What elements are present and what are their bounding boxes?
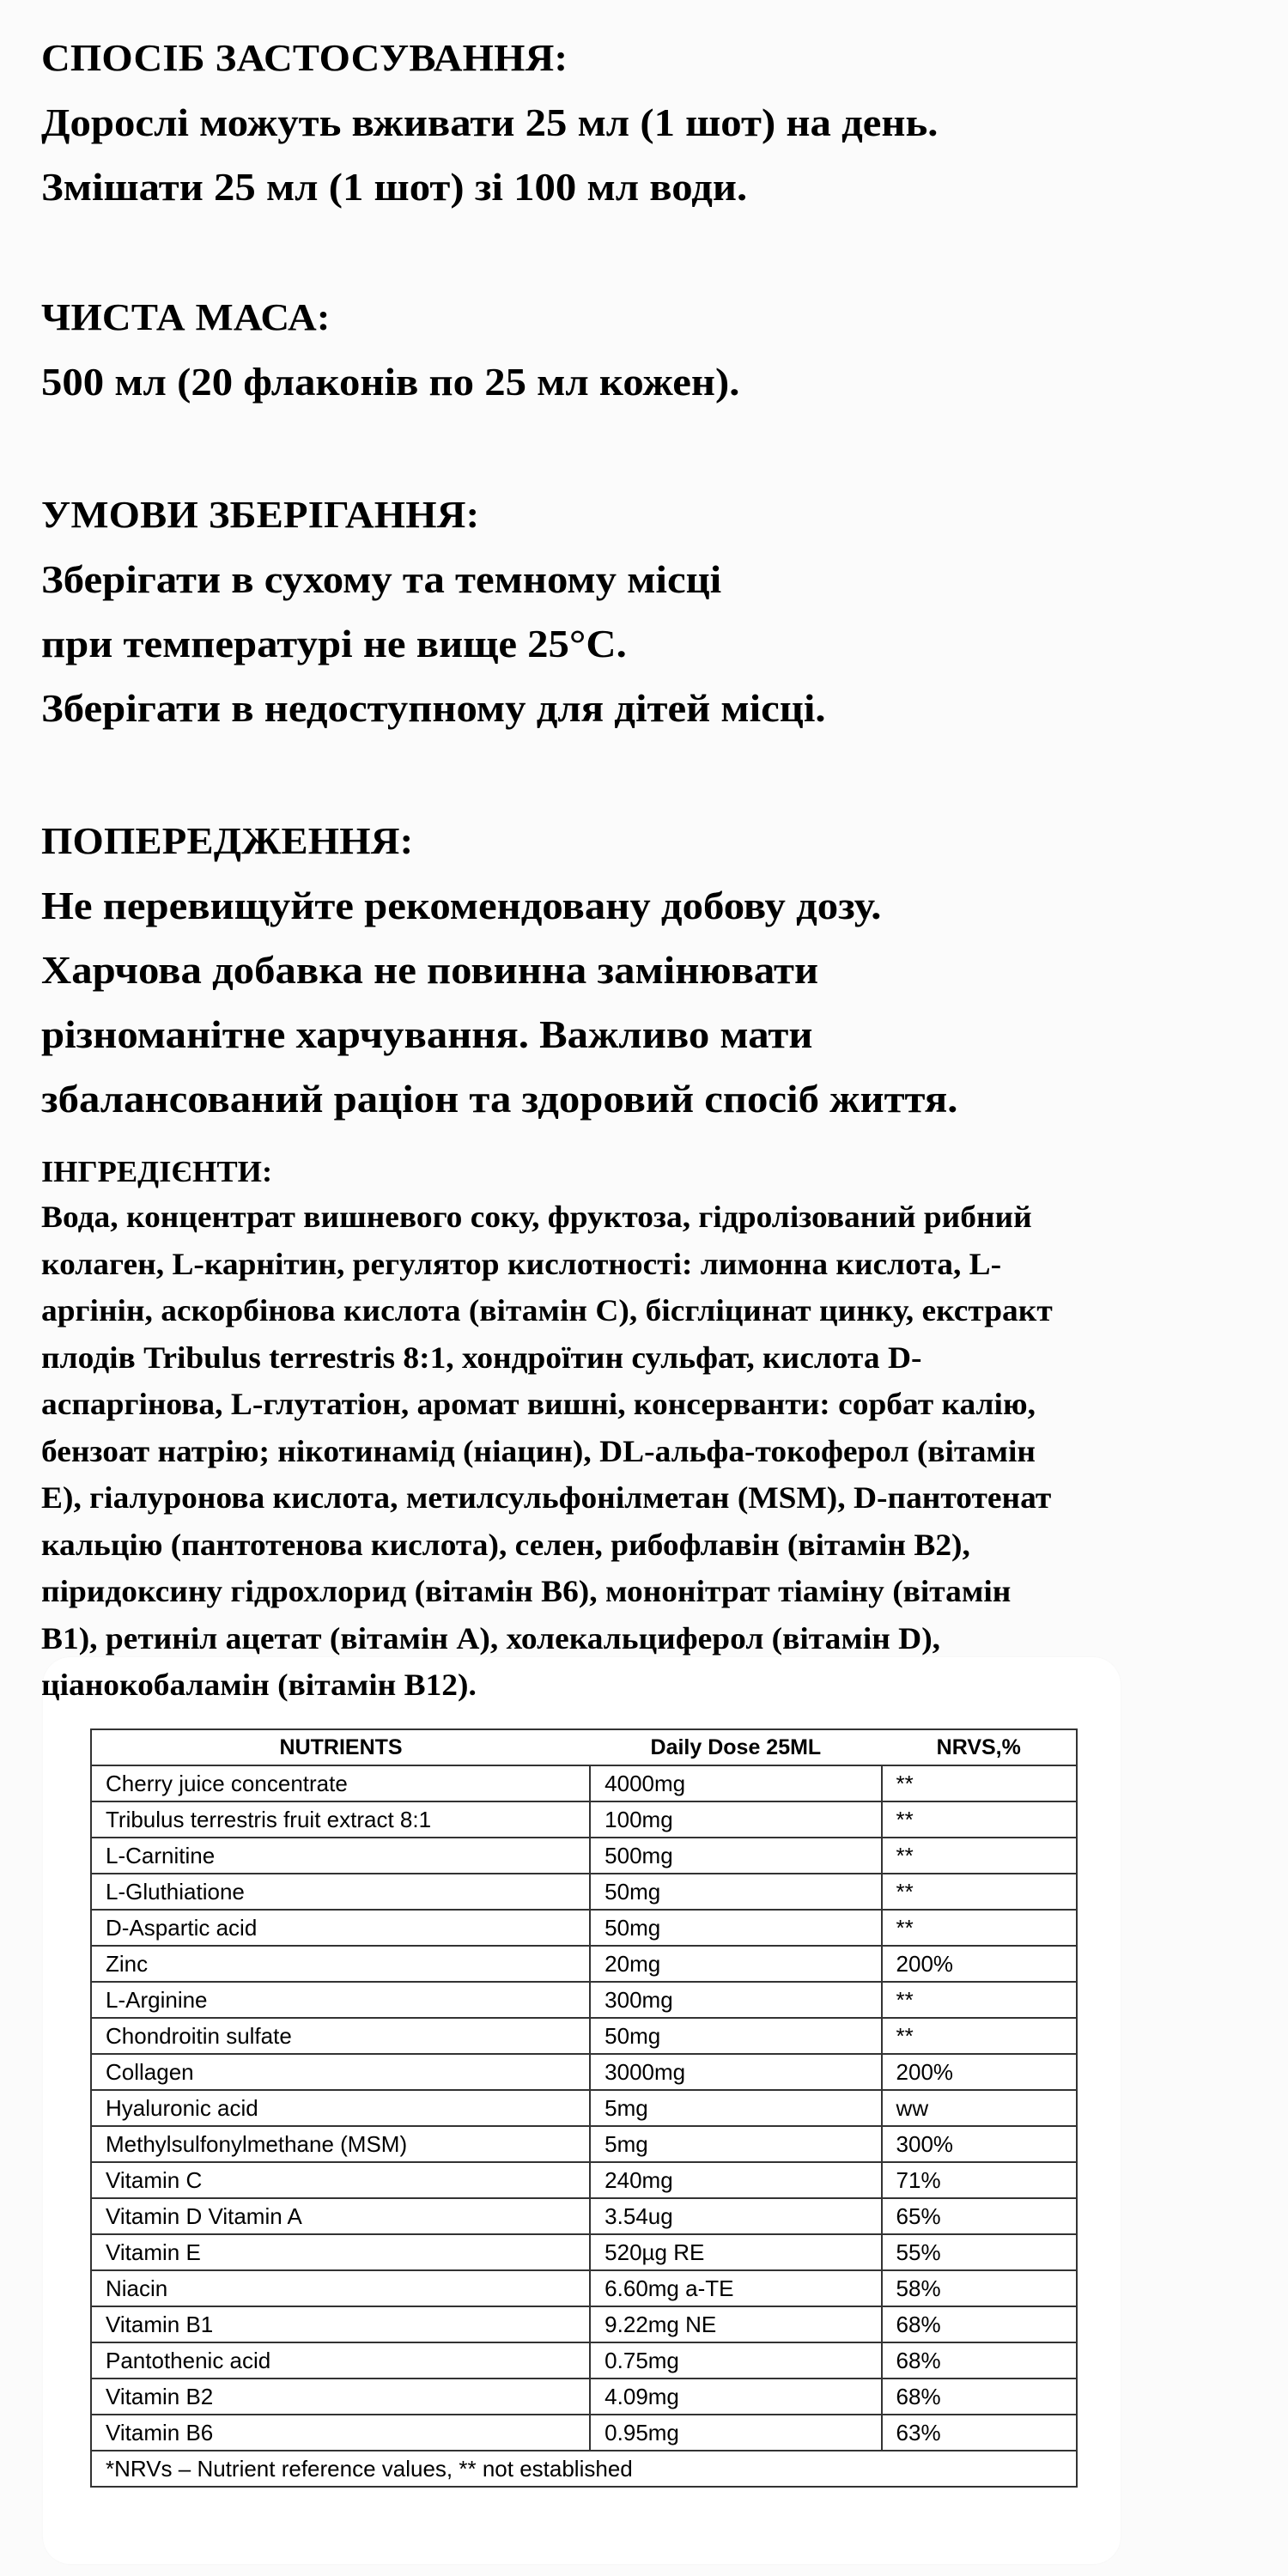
ingredients-line: E), гіалуронова кислота, метилсульфонілметан (MSM), D-пантотенат xyxy=(41,1480,1052,1515)
nrv-value: 55% xyxy=(882,2234,1077,2270)
nutrient-name: Vitamin C xyxy=(91,2162,590,2198)
nrv-value: ** xyxy=(882,2018,1077,2054)
table-row xyxy=(91,2415,1077,2451)
nrv-value: 71% xyxy=(882,2162,1077,2198)
nrv-value: 68% xyxy=(882,2342,1077,2379)
table-row xyxy=(91,2054,1077,2090)
nrv-value: ** xyxy=(882,1765,1077,1801)
nutrient-name: Tribulus terrestris fruit extract 8:1 xyxy=(91,1801,590,1838)
nutrient-name: Vitamin B2 xyxy=(91,2379,590,2415)
net-mass-line: 500 мл (20 флаконів по 25 мл кожен). xyxy=(41,360,740,404)
warning-line: різноманітне харчування. Важливо мати xyxy=(41,1012,813,1056)
table-row xyxy=(91,1801,1077,1838)
storage-line: Зберігати в недоступному для дітей місці. xyxy=(41,686,826,730)
ingredients-line: аргінін, аскорбінова кислота (вітамін C), бісгліцинат цинку, екстракт xyxy=(41,1293,1053,1327)
nrv-value: 63% xyxy=(882,2415,1077,2451)
nrv-value: 300% xyxy=(882,2126,1077,2162)
daily-dose: 4.09mg xyxy=(590,2379,881,2415)
nrv-value: ** xyxy=(882,1982,1077,2018)
nutrient-name: L-Gluthiatione xyxy=(91,1874,590,1910)
daily-dose: 500mg xyxy=(590,1838,881,1874)
nrv-value: 68% xyxy=(882,2379,1077,2415)
daily-dose: 520µg RE xyxy=(590,2234,881,2270)
daily-dose: 6.60mg a-TE xyxy=(590,2270,881,2306)
nrv-value: ww xyxy=(882,2090,1077,2126)
usage-section xyxy=(41,26,1278,219)
table-row xyxy=(91,2306,1077,2342)
nutrient-name: Vitamin E xyxy=(91,2234,590,2270)
header-nutrients: NUTRIENTS xyxy=(91,1729,590,1765)
table-header-row xyxy=(91,1729,1077,1765)
daily-dose: 5mg xyxy=(590,2090,881,2126)
table-row xyxy=(91,1946,1077,1982)
daily-dose: 100mg xyxy=(590,1801,881,1838)
nrv-value: 58% xyxy=(882,2270,1077,2306)
ingredients-line: плодів Tribulus terrestris 8:1, хондроїтин сульфат, кислота D- xyxy=(41,1340,922,1375)
daily-dose: 240mg xyxy=(590,2162,881,2198)
nutrient-name: D-Aspartic acid xyxy=(91,1910,590,1946)
usage-line: Дорослі можуть вживати 25 мл (1 шот) на день. xyxy=(41,100,939,144)
nrv-value: 200% xyxy=(882,2054,1077,2090)
ingredients-line: колаген, L-карнітин, регулятор кислотності: лимонна кислота, L- xyxy=(41,1246,1002,1281)
daily-dose: 300mg xyxy=(590,1982,881,2018)
ingredients-heading: ІНГРЕДІЄНТИ: xyxy=(41,1155,273,1188)
table-row xyxy=(91,2270,1077,2306)
table-row xyxy=(91,2198,1077,2234)
header-nrvs: NRVS,% xyxy=(882,1729,1077,1765)
ingredients-line: Вода, концентрат вишневого соку, фруктоза, гідролізований рибний xyxy=(41,1200,1032,1234)
storage-line: Зберігати в сухому та темному місці xyxy=(41,557,722,601)
warning-line: Харчова добавка не повинна замінювати xyxy=(41,948,819,992)
nutrient-name: Vitamin B6 xyxy=(91,2415,590,2451)
table-row xyxy=(91,1838,1077,1874)
ingredients-line: B1), ретиніл ацетат (вітамін A), холекальциферол (вітамін D), xyxy=(41,1620,941,1656)
table-row xyxy=(91,1765,1077,1801)
ingredients-line: бензоат натрію; нікотинамід (ніацин), DL-альфа-токоферол (вітамін xyxy=(41,1433,1036,1468)
nutrient-name: Chondroitin sulfate xyxy=(91,2018,590,2054)
nutrition-table xyxy=(90,1728,1078,2488)
table-row xyxy=(91,1910,1077,1946)
table-row xyxy=(91,1982,1077,2018)
warning-line: Не перевищуйте рекомендовану добову дозу. xyxy=(41,884,882,927)
nutrient-name: L-Arginine xyxy=(91,1982,590,2018)
daily-dose: 3000mg xyxy=(590,2054,881,2090)
daily-dose: 0.75mg xyxy=(590,2342,881,2379)
nutrient-name: Niacin xyxy=(91,2270,590,2306)
nrv-value: ** xyxy=(882,1910,1077,1946)
daily-dose: 9.22mg NE xyxy=(590,2306,881,2342)
table-row xyxy=(91,2018,1077,2054)
storage-section xyxy=(41,483,1278,740)
nutrient-name: Cherry juice concentrate xyxy=(91,1765,590,1801)
nutrient-name: Vitamin B1 xyxy=(91,2306,590,2342)
nrv-value: 68% xyxy=(882,2306,1077,2342)
nrv-value: 200% xyxy=(882,1946,1077,1982)
ingredients-line: ціанокобаламін (вітамін B12). xyxy=(41,1668,477,1702)
daily-dose: 50mg xyxy=(590,2018,881,2054)
usage-line: Змішати 25 мл (1 шот) зі 100 мл води. xyxy=(41,165,748,209)
nutrient-name: Vitamin D Vitamin A xyxy=(91,2198,590,2234)
ingredients-line: аспаргінова, L-глутатіон, аромат вишні, консерванти: сорбат калію, xyxy=(41,1387,1036,1421)
daily-dose: 4000mg xyxy=(590,1765,881,1801)
daily-dose: 0.95mg xyxy=(590,2415,881,2451)
table-row xyxy=(91,2162,1077,2198)
nutrient-name: Hyaluronic acid xyxy=(91,2090,590,2126)
table-row xyxy=(91,1874,1077,1910)
nrv-value: ** xyxy=(882,1838,1077,1874)
ingredients-line: кальцію (пантотенова кислота), селен, рибофлавін (вітамін B2), xyxy=(41,1527,970,1562)
table-row xyxy=(91,2342,1077,2379)
ingredients-line: піридоксину гідрохлорид (вітамін B6), мононітрат тіаміну (вітамін xyxy=(41,1574,1012,1608)
storage-heading: УМОВИ ЗБЕРІГАННЯ: xyxy=(41,494,480,536)
header-daily-dose: Daily Dose 25ML xyxy=(590,1729,881,1765)
table-footnote-row xyxy=(91,2451,1077,2487)
nrv-value: ** xyxy=(882,1874,1077,1910)
nutrient-name: L-Carnitine xyxy=(91,1838,590,1874)
table-row xyxy=(91,2126,1077,2162)
net-mass-heading: ЧИСТА МАСА: xyxy=(41,296,331,338)
usage-heading: СПОСІБ ЗАСТОСУВАННЯ: xyxy=(41,37,568,79)
table-row xyxy=(91,2090,1077,2126)
warning-section xyxy=(41,809,1278,1131)
table-footnote: *NRVs – Nutrient reference values, ** not established xyxy=(91,2451,1077,2487)
daily-dose: 50mg xyxy=(590,1874,881,1910)
nutrient-name: Zinc xyxy=(91,1946,590,1982)
table-row xyxy=(91,2234,1077,2270)
daily-dose: 50mg xyxy=(590,1910,881,1946)
ingredients-section xyxy=(41,1151,1053,1709)
nrv-value: ** xyxy=(882,1801,1077,1838)
daily-dose: 3.54ug xyxy=(590,2198,881,2234)
table-row xyxy=(91,2379,1077,2415)
net-mass-section xyxy=(41,285,1278,414)
nrv-value: 65% xyxy=(882,2198,1077,2234)
daily-dose: 5mg xyxy=(590,2126,881,2162)
daily-dose: 20mg xyxy=(590,1946,881,1982)
nutrient-name: Methylsulfonylmethane (MSM) xyxy=(91,2126,590,2162)
storage-line: при температурі не вище 25°C. xyxy=(41,622,627,665)
warning-heading: ПОПЕРЕДЖЕННЯ: xyxy=(41,820,414,862)
nutrient-name: Pantothenic acid xyxy=(91,2342,590,2379)
warning-line: збалансований раціон та здоровий спосіб життя. xyxy=(41,1077,958,1121)
nutrient-name: Collagen xyxy=(91,2054,590,2090)
